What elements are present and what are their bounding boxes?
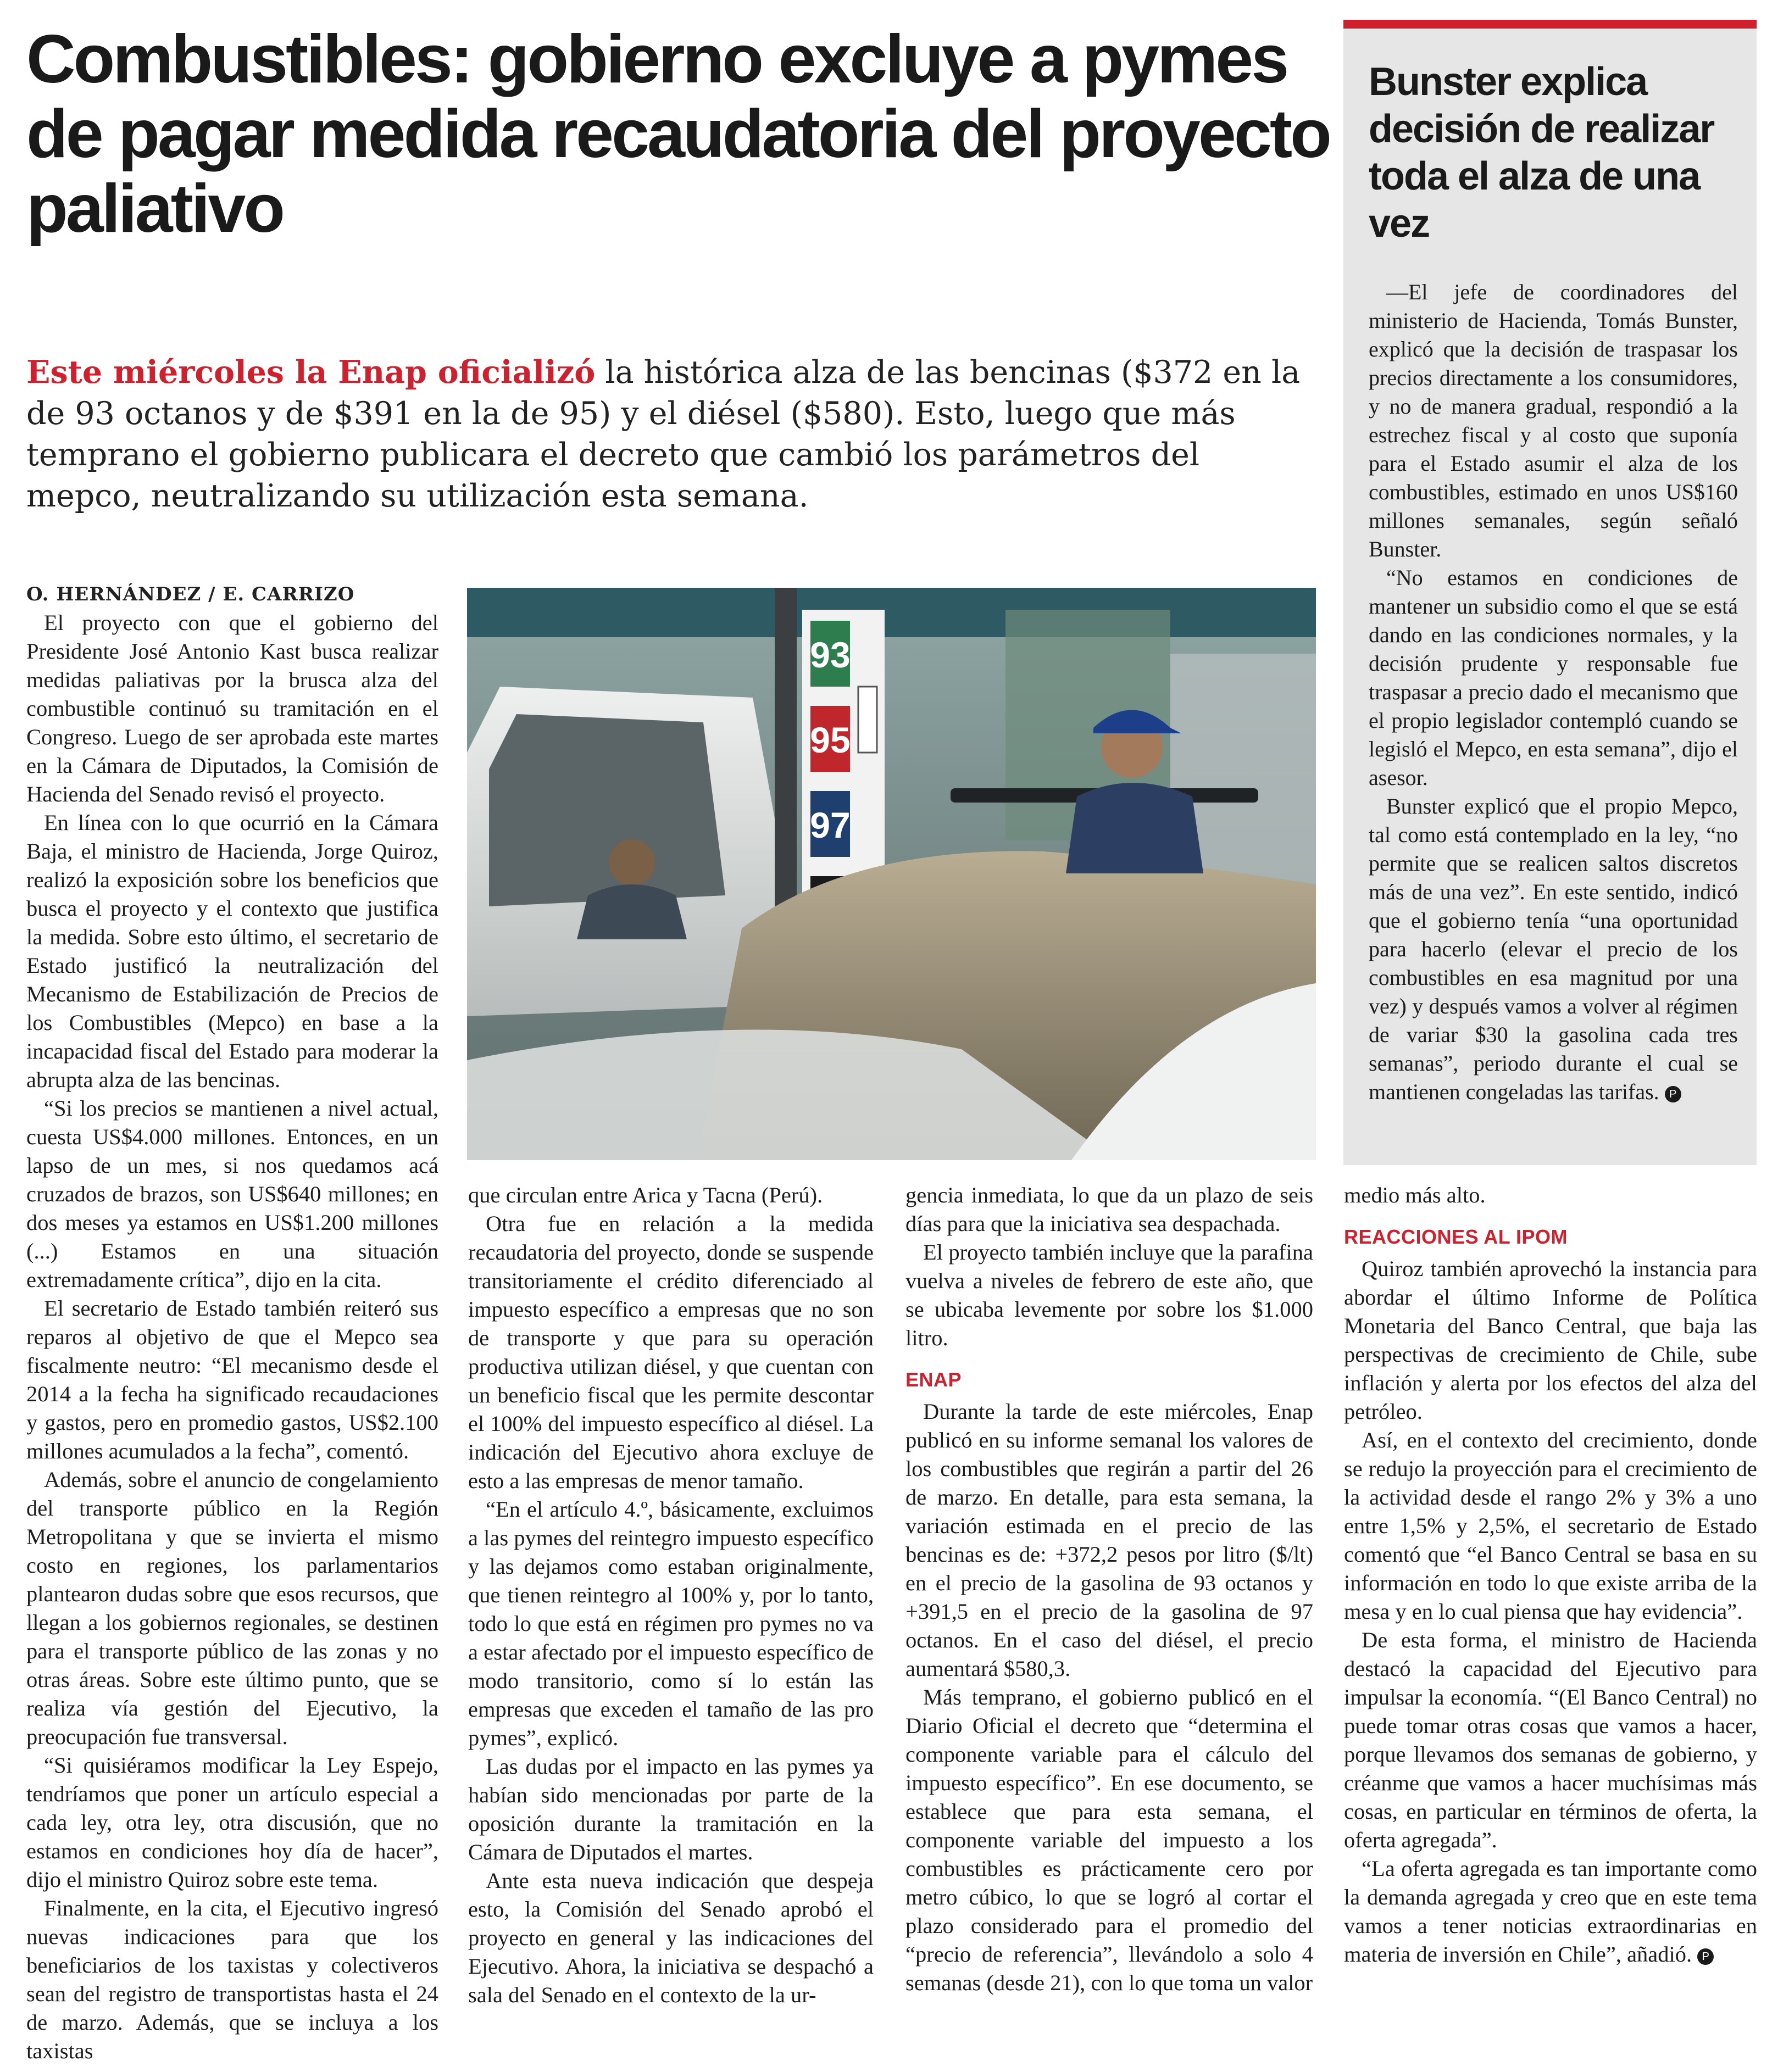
paragraph: Finalmente, en la cita, el Ejecutivo ingresó nuevas indicaciones para que los beneficiarios de los taxistas y colectiveros sean del registro de transportistas hasta el 24 de marzo. Además, que se incluya a los taxistas <box>26 1896 438 2063</box>
headline: Combustibles: gobierno excluye a pymes de pagar medida recaudatoria del proyecto paliativo <box>26 21 1330 247</box>
van-window <box>489 714 725 906</box>
sidebar-title: Bunster explica decisión de realizar toda el alza de una vez <box>1369 60 1714 246</box>
subheading-enap: ENAP <box>905 1368 962 1391</box>
paragraph <box>1344 1854 1757 1969</box>
pump-label-97: 97 <box>810 805 851 845</box>
paragraph: De esta forma, el ministro de Hacienda destacó la capacidad del Ejecutivo para impulsar la economía. “(El Banco Central) no puede tomar otras cosas que vamos a hacer, porque llevamos dos semanas de gobierno, y créanme que vamos a hacer muchísimas más cosas, en particular en términos de oferta, la oferta agregada”. <box>1344 1628 1757 1852</box>
paragraph: Ante esta nueva indicación que despeja esto, la Comisión del Senado aprobó el proyecto en general y las indicaciones del Ejecutivo. Ahora, la iniciativa se despachó a sala del Senado en el contexto de la ur- <box>468 1868 874 2007</box>
paragraph: El proyecto también incluye que la parafina vuelva a niveles de febrero de este año, que se ubicaba levemente por sobre los $1.000 litro. <box>905 1240 1313 1350</box>
paragraph: El secretario de Estado también reiteró sus reparos al objetivo de que el Mepco sea fiscalmente neutro: “El mecanismo desde el 2014 a la fecha ha significado recaudaciones y gastos, pero en promedio gastos, US$2.100 millones acumulados a la fecha”, comentó. <box>26 1296 438 1463</box>
gas-station-illustration <box>467 588 1316 1160</box>
sidebar-paragraph-text: Bunster explicó que el propio Mepco, tal como está contemplado en la ley, “no permite que se realicen saltos discretos más de una vez”. En este sentido, indicó que el gobierno tenía “una oportunidad para hacerlo (elevar el precio de los combustibles en esa magnitud por una vez) y después vamos a volver al régimen de variar $30 la gasolina cada tres semanas”, periodo durante el cual se mantienen congeladas las tarifas. <box>1369 794 1738 1104</box>
paragraph: Quiroz también aprovechó la instancia para abordar el último Informe de Política Monetaria del Banco Central, que baja las perspectivas de crecimiento de Chile, sube inflación y alerta por los efectos del alza del petróleo. <box>1344 1256 1757 1424</box>
paragraph: Así, en el contexto del crecimiento, donde se redujo la proyección para el crecimiento de la actividad desde el rango 2% y 3% a uno entre 1,5% y 2,5%, el secretario de Estado comentó que “el Banco Central se basa en su información en todo lo que existe arriba de la mesa y en lo cual piensa que hay evidencia”. <box>1344 1428 1757 1624</box>
paragraph: El proyecto con que el gobierno del Presidente José Antonio Kast busca realizar medidas paliativas por la brusca alza del combustible continuó su tramitación en el Congreso. Luego de ser aprobada este martes en la Cámara de Diputados, la Comisión de Hacienda del Senado revisó el proyecto. <box>26 610 438 806</box>
driver <box>609 839 655 885</box>
sidebar-body <box>1369 278 1738 1106</box>
sidebar-paragraph <box>1369 792 1738 1106</box>
paragraph: Durante la tarde de este miércoles, Enap publicó en su informe semanal los valores de los combustibles que regirán a partir del 26 de marzo. En detalle, para esta semana, la variación estimada en el precio de las bencinas es de: +372,2 pesos por litro ($/lt) en el precio de la gasolina de 93 octanos y +391,5 en el precio de la gasolina de 97 octanos. En el caso del diésel, el precio aumentará $580,3. <box>905 1399 1313 1681</box>
canopy <box>467 588 1316 637</box>
article-photo <box>467 588 1316 1160</box>
paragraph: Las dudas por el impacto en las pymes ya habían sido mencionadas por parte de la oposición durante la tramitación en la Cámara de Diputados el martes. <box>468 1754 874 1864</box>
end-mark-icon: P <box>1697 1948 1714 1965</box>
sidebar-paragraph: —El jefe de coordinadores del ministerio de Hacienda, Tomás Bunster, explicó que la decisión de traspasar los precios directamente a los consumidores, y no de manera gradual, respondió a la estrechez fiscal y al costo que suponía para el Estado asumir el alza de los combustibles, estimado en unos US$160 millones semanales, según señaló Bunster. <box>1369 280 1738 561</box>
article-column-1 <box>26 609 438 2065</box>
paragraph: gencia inmediata, lo que da un plazo de seis días para que la iniciativa sea despachada. <box>905 1183 1313 1236</box>
paragraph: En línea con lo que ocurrió en la Cámara Baja, el ministro de Hacienda, Jorge Quiroz, realizó la exposición sobre los beneficios que busca el proyecto y el contexto que justifica la medida. Sobre esto último, el secretario de Estado justificó la neutralización del Mecanismo de Estabilización de Precios de los Combustibles (Mepco) en base a la incapacidad fiscal del Estado para moderar la abrupta alza de las bencinas. <box>26 810 438 1092</box>
article-column-3 <box>905 1181 1313 1997</box>
paragraph: que circulan entre Arica y Tacna (Perú). <box>468 1183 823 1207</box>
pump-label-95: 95 <box>810 720 851 760</box>
sidebar-box <box>1343 20 1757 1165</box>
deck-rest: la histórica alza de las bencinas ($372 en la de 93 octanos y de $391 en la de 95) y el diésel ($580). Esto, luego que más temprano el gobierno publicara el decreto que cambió los parámetros del mepco, neutralizando su utilización esta semana. <box>26 354 1301 514</box>
subheading-ipom: REACCIONES AL IPOM <box>1344 1226 1568 1248</box>
pump-label-93: 93 <box>810 634 851 675</box>
barcode-sticker <box>858 687 877 753</box>
sidebar-paragraph: “No estamos en condiciones de mantener un subsidio como el que se está dando en las condiciones normales, y la decisión prudente y responsable fue traspasar a precio dado el mecanismo que el propio legislador contempló cuando se legisló el Mepco, en esta semana”, dijo el asesor. <box>1369 565 1738 790</box>
paragraph-text: “La oferta agregada es tan importante como la demanda agregada y creo que en este tema vamos a tener noticias extraordinarias en materia de inversión en Chile”, añadió. <box>1344 1856 1757 1967</box>
article-column-2 <box>468 1181 874 2009</box>
paragraph: “Si los precios se mantienen a nivel actual, cuesta US$4.000 millones. Entonces, en un lapso de un mes, si nos quedamos acá cruzados de brazos, son US$640 millones; en dos meses ya estamos en US$1.200 millones (...) Estamos en una situación extremadamente crítica”, dijo en la cita. <box>26 1096 438 1292</box>
paragraph: Otra fue en relación a la medida recaudatoria del proyecto, donde se suspende transitoriamente el crédito diferenciado al impuesto específico a empresas que no son de transporte y que para su operación productiva utilizan diésel, y que cuentan con un beneficio fiscal que les permite descontar el 100% del impuesto específico al diésel. La indicación del Ejecutivo ahora excluye de esto a las empresas de menor tamaño. <box>468 1211 874 1493</box>
paragraph: Además, sobre el anuncio de congelamiento del transporte público en la Región Metropolitana y que se invierta el mismo costo en regiones, los parlamentarios plantearon dudas sobre que esos recursos, que llegan a los gobiernos regionales, se destinen para el transporte público de las zonas y no otras áreas. Sobre este último punto, que se realiza vía gestión del Ejecutivo, la preocupación fue transversal. <box>26 1467 438 1749</box>
deck <box>26 352 1323 517</box>
deck-lead: Este miércoles la Enap oficializó <box>26 354 596 391</box>
byline: O. HERNÁNDEZ / E. CARRIZO <box>26 583 355 605</box>
end-mark-icon: P <box>1665 1086 1681 1102</box>
paragraph: medio más alto. <box>1344 1183 1486 1207</box>
paragraph: “En el artículo 4.º, básicamente, excluimos a las pymes del reintegro impuesto específico y las dejamos como estaban originalmente, que tienen reintegro al 100% y, por lo tanto, todo lo que está en régimen pro pymes no va a estar afectado por el impuesto específico de modo transitorio, como sí lo están las empresas que exceden el tamaño de las pro pymes”, explicó. <box>468 1497 874 1750</box>
article-column-4 <box>1344 1181 1757 1969</box>
paragraph: Más temprano, el gobierno publicó en el Diario Oficial el decreto que “determina el componente variable para el cálculo del impuesto específico”. En ese documento, se establece que para esta semana, el componente variable del impuesto a los combustibles es prácticamente cero por metro cúbico, lo que se logró al cortar el plazo considerado para el promedio del “precio de referencia”, llevándolo a solo 4 semanas (desde 21), con lo que toma un valor <box>905 1685 1313 1995</box>
paragraph: “Si quisiéramos modificar la Ley Espejo, tendríamos que poner un artículo especial a cada ley, otra ley, otra discusión, que no estamos en condiciones hoy día de hacer”, dijo el ministro Quiroz sobre este tema. <box>26 1753 438 1892</box>
